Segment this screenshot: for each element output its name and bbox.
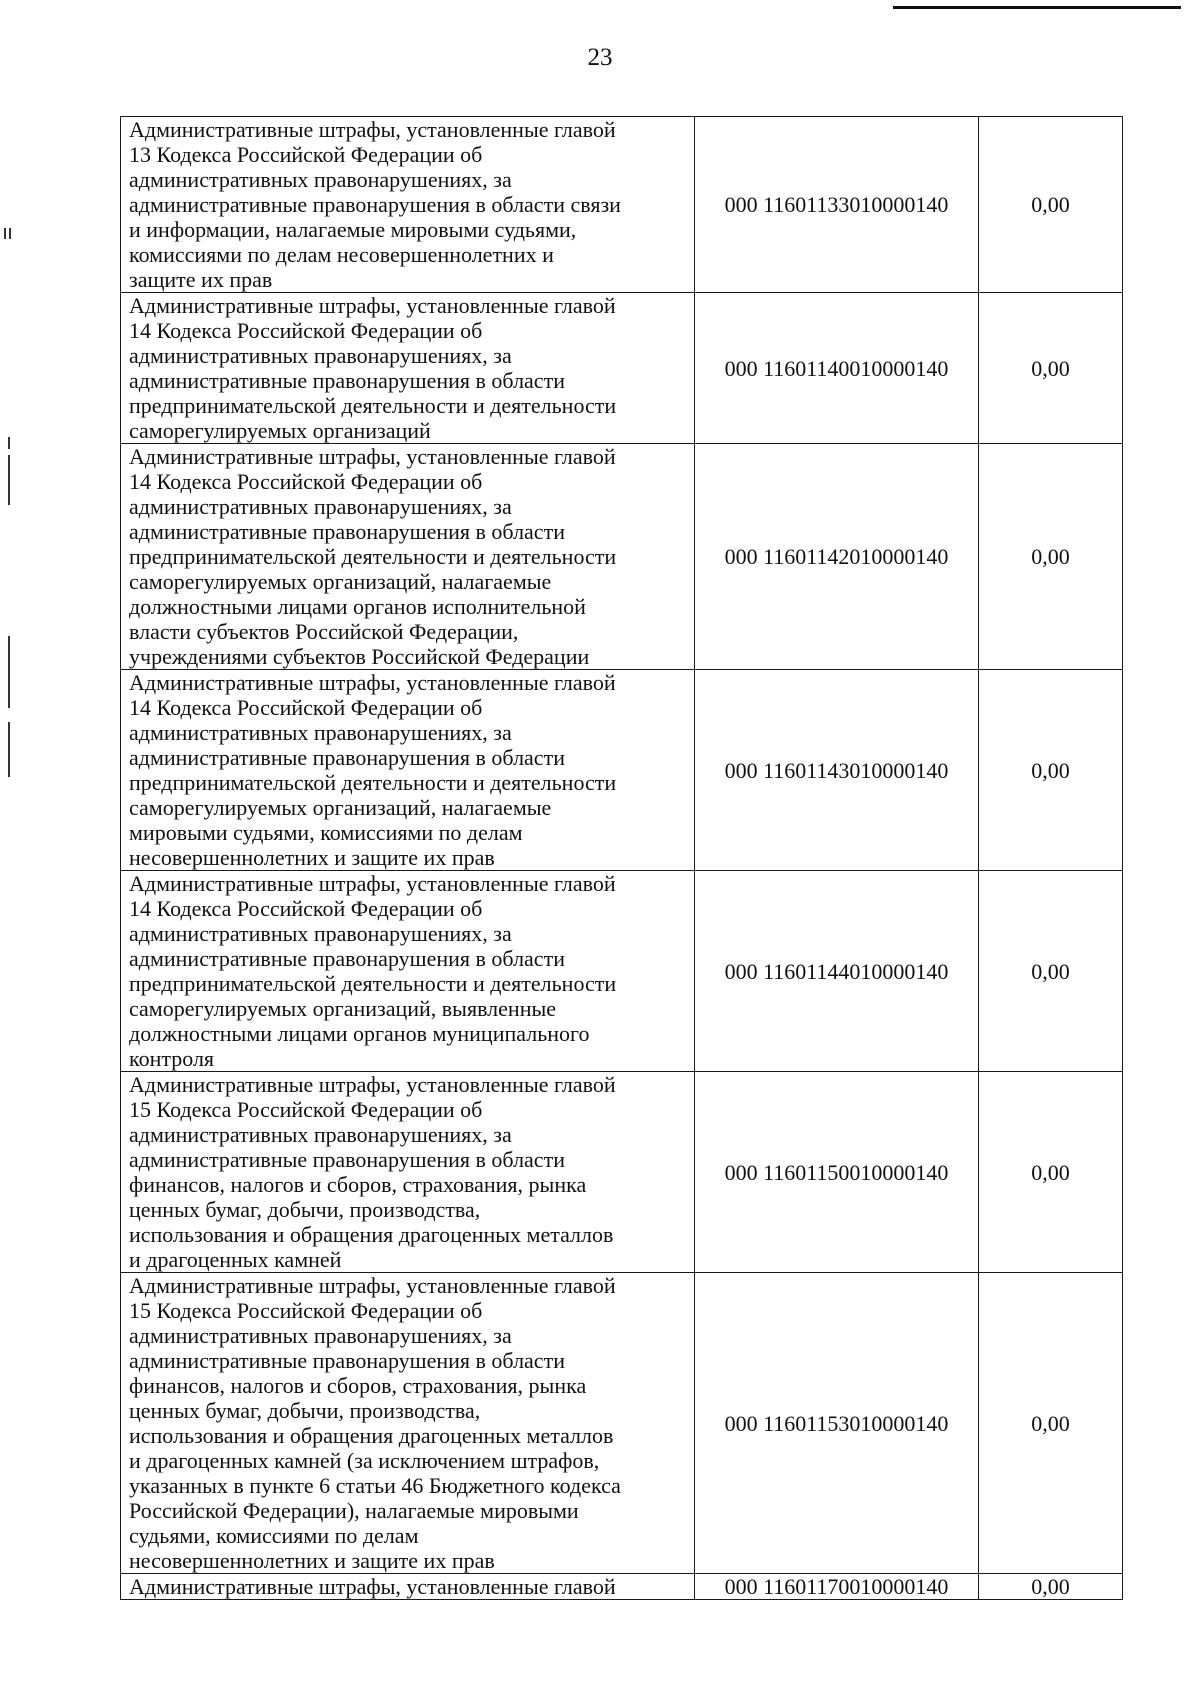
amount-cell: 0,00: [979, 293, 1123, 444]
table-row: [121, 117, 1123, 293]
description-line: саморегулируемых организаций, налагаемые: [129, 795, 552, 820]
budget-code-cell: 000 11601153010000140: [695, 1273, 979, 1574]
description-line: комиссиями по делам несовершеннолетних и: [129, 242, 554, 267]
description-line: контроля: [129, 1046, 215, 1071]
description-line: финансов, налогов и сборов, страхования, рынка: [129, 1373, 587, 1398]
description-line: Российской Федерации), налагаемые мировыми: [129, 1498, 579, 1523]
description-line: 14 Кодекса Российской Федерации об: [129, 469, 483, 494]
description-line: административные правонарушения в области: [129, 368, 565, 393]
amount-cell: 0,00: [979, 871, 1123, 1072]
description-line: Административные штрафы, установленные главой: [129, 1574, 616, 1599]
budget-code-cell: 000 11601142010000140: [695, 444, 979, 670]
description-line: Административные штрафы, установленные главой: [129, 117, 616, 142]
description-line: предпринимательской деятельности и деятельности: [129, 971, 617, 996]
description-cell: [121, 293, 695, 444]
description-line: административные правонарушения в области: [129, 519, 565, 544]
description-line: использования и обращения драгоценных металлов: [129, 1423, 614, 1448]
amount-cell: 0,00: [979, 670, 1123, 871]
description-line: 14 Кодекса Российской Федерации об: [129, 896, 483, 921]
table-row: [121, 871, 1123, 1072]
description-line: административных правонарушениях, за: [129, 343, 512, 368]
table-body: [121, 117, 1123, 1600]
description-line: административные правонарушения в области: [129, 1348, 565, 1373]
description-line: и информации, налагаемые мировыми судьями,: [129, 217, 577, 242]
table-row: [121, 1273, 1123, 1574]
description-cell: [121, 1273, 695, 1574]
amount-cell: 0,00: [979, 1072, 1123, 1273]
table-row: [121, 444, 1123, 670]
description-line: и драгоценных камней: [129, 1247, 342, 1272]
description-line: Административные штрафы, установленные главой: [129, 1273, 616, 1298]
scan-mark: [8, 636, 10, 708]
description-line: 13 Кодекса Российской Федерации об: [129, 142, 483, 167]
description-line: несовершеннолетних и защите их прав: [129, 845, 495, 870]
description-line: Административные штрафы, установленные главой: [129, 871, 616, 896]
description-line: административные правонарушения в области: [129, 1147, 565, 1172]
description-line: должностными лицами органов исполнительной: [129, 594, 586, 619]
table-row: [121, 293, 1123, 444]
budget-code-cell: 000 11601133010000140: [695, 117, 979, 293]
scan-mark: [8, 455, 10, 505]
description-line: ценных бумаг, добычи, производства,: [129, 1197, 481, 1222]
description-line: административных правонарушениях, за: [129, 494, 512, 519]
description-line: административных правонарушениях, за: [129, 1323, 512, 1348]
description-line: административных правонарушениях, за: [129, 167, 512, 192]
description-line: указанных в пункте 6 статьи 46 Бюджетного кодекса: [129, 1473, 621, 1498]
description-cell: [121, 1574, 695, 1600]
description-line: несовершеннолетних и защите их прав: [129, 1548, 495, 1573]
description-line: административные правонарушения в области: [129, 745, 565, 770]
amount-cell: 0,00: [979, 117, 1123, 293]
description-line: судьями, комиссиями по делам: [129, 1523, 419, 1548]
budget-code-cell: 000 11601144010000140: [695, 871, 979, 1072]
description-cell: [121, 670, 695, 871]
description-cell: [121, 1072, 695, 1273]
description-line: предпринимательской деятельности и деятельности: [129, 393, 617, 418]
description-line: 14 Кодекса Российской Федерации об: [129, 318, 483, 343]
description-line: Административные штрафы, установленные главой: [129, 670, 616, 695]
description-line: предпринимательской деятельности и деятельности: [129, 770, 617, 795]
scan-mark: [8, 437, 10, 449]
budget-codes-table: [120, 116, 1123, 1600]
scan-mark: [9, 228, 11, 239]
budget-code-cell: 000 11601143010000140: [695, 670, 979, 871]
description-line: финансов, налогов и сборов, страхования, рынка: [129, 1172, 587, 1197]
budget-code-cell: 000 11601140010000140: [695, 293, 979, 444]
description-line: должностными лицами органов муниципального: [129, 1021, 590, 1046]
description-line: защите их прав: [129, 267, 273, 292]
budget-code-cell: 000 11601170010000140: [695, 1574, 979, 1600]
scan-mark: [4, 228, 6, 239]
description-line: 14 Кодекса Российской Федерации об: [129, 695, 483, 720]
description-line: административные правонарушения в области связи: [129, 192, 621, 217]
description-line: предпринимательской деятельности и деятельности: [129, 544, 617, 569]
description-line: Административные штрафы, установленные главой: [129, 1072, 616, 1097]
description-line: использования и обращения драгоценных металлов: [129, 1222, 614, 1247]
description-line: 15 Кодекса Российской Федерации об: [129, 1298, 483, 1323]
description-line: мировыми судьями, комиссиями по делам: [129, 820, 523, 845]
description-line: 15 Кодекса Российской Федерации об: [129, 1097, 483, 1122]
table-row: [121, 1072, 1123, 1273]
description-line: власти субъектов Российской Федерации,: [129, 619, 519, 644]
description-line: административные правонарушения в области: [129, 946, 565, 971]
description-line: административных правонарушениях, за: [129, 720, 512, 745]
description-cell: [121, 871, 695, 1072]
description-line: и драгоценных камней (за исключением штрафов,: [129, 1448, 600, 1473]
amount-cell: 0,00: [979, 1273, 1123, 1574]
description-line: саморегулируемых организаций, налагаемые: [129, 569, 552, 594]
amount-cell: 0,00: [979, 444, 1123, 670]
description-line: административных правонарушениях, за: [129, 921, 512, 946]
description-line: Административные штрафы, установленные главой: [129, 293, 616, 318]
description-line: саморегулируемых организаций: [129, 418, 431, 443]
description-cell: [121, 117, 695, 293]
description-cell: [121, 444, 695, 670]
description-line: административных правонарушениях, за: [129, 1122, 512, 1147]
description-line: учреждениями субъектов Российской Федерации: [129, 644, 590, 669]
table-row: [121, 670, 1123, 871]
top-rule: [893, 6, 1181, 9]
description-line: Административные штрафы, установленные главой: [129, 444, 616, 469]
table-row: [121, 1574, 1123, 1600]
amount-cell: 0,00: [979, 1574, 1123, 1600]
description-line: саморегулируемых организаций, выявленные: [129, 996, 557, 1021]
description-line: ценных бумаг, добычи, производства,: [129, 1398, 481, 1423]
scan-mark: [8, 722, 10, 777]
budget-code-cell: 000 11601150010000140: [695, 1072, 979, 1273]
page-number: 23: [587, 44, 613, 71]
